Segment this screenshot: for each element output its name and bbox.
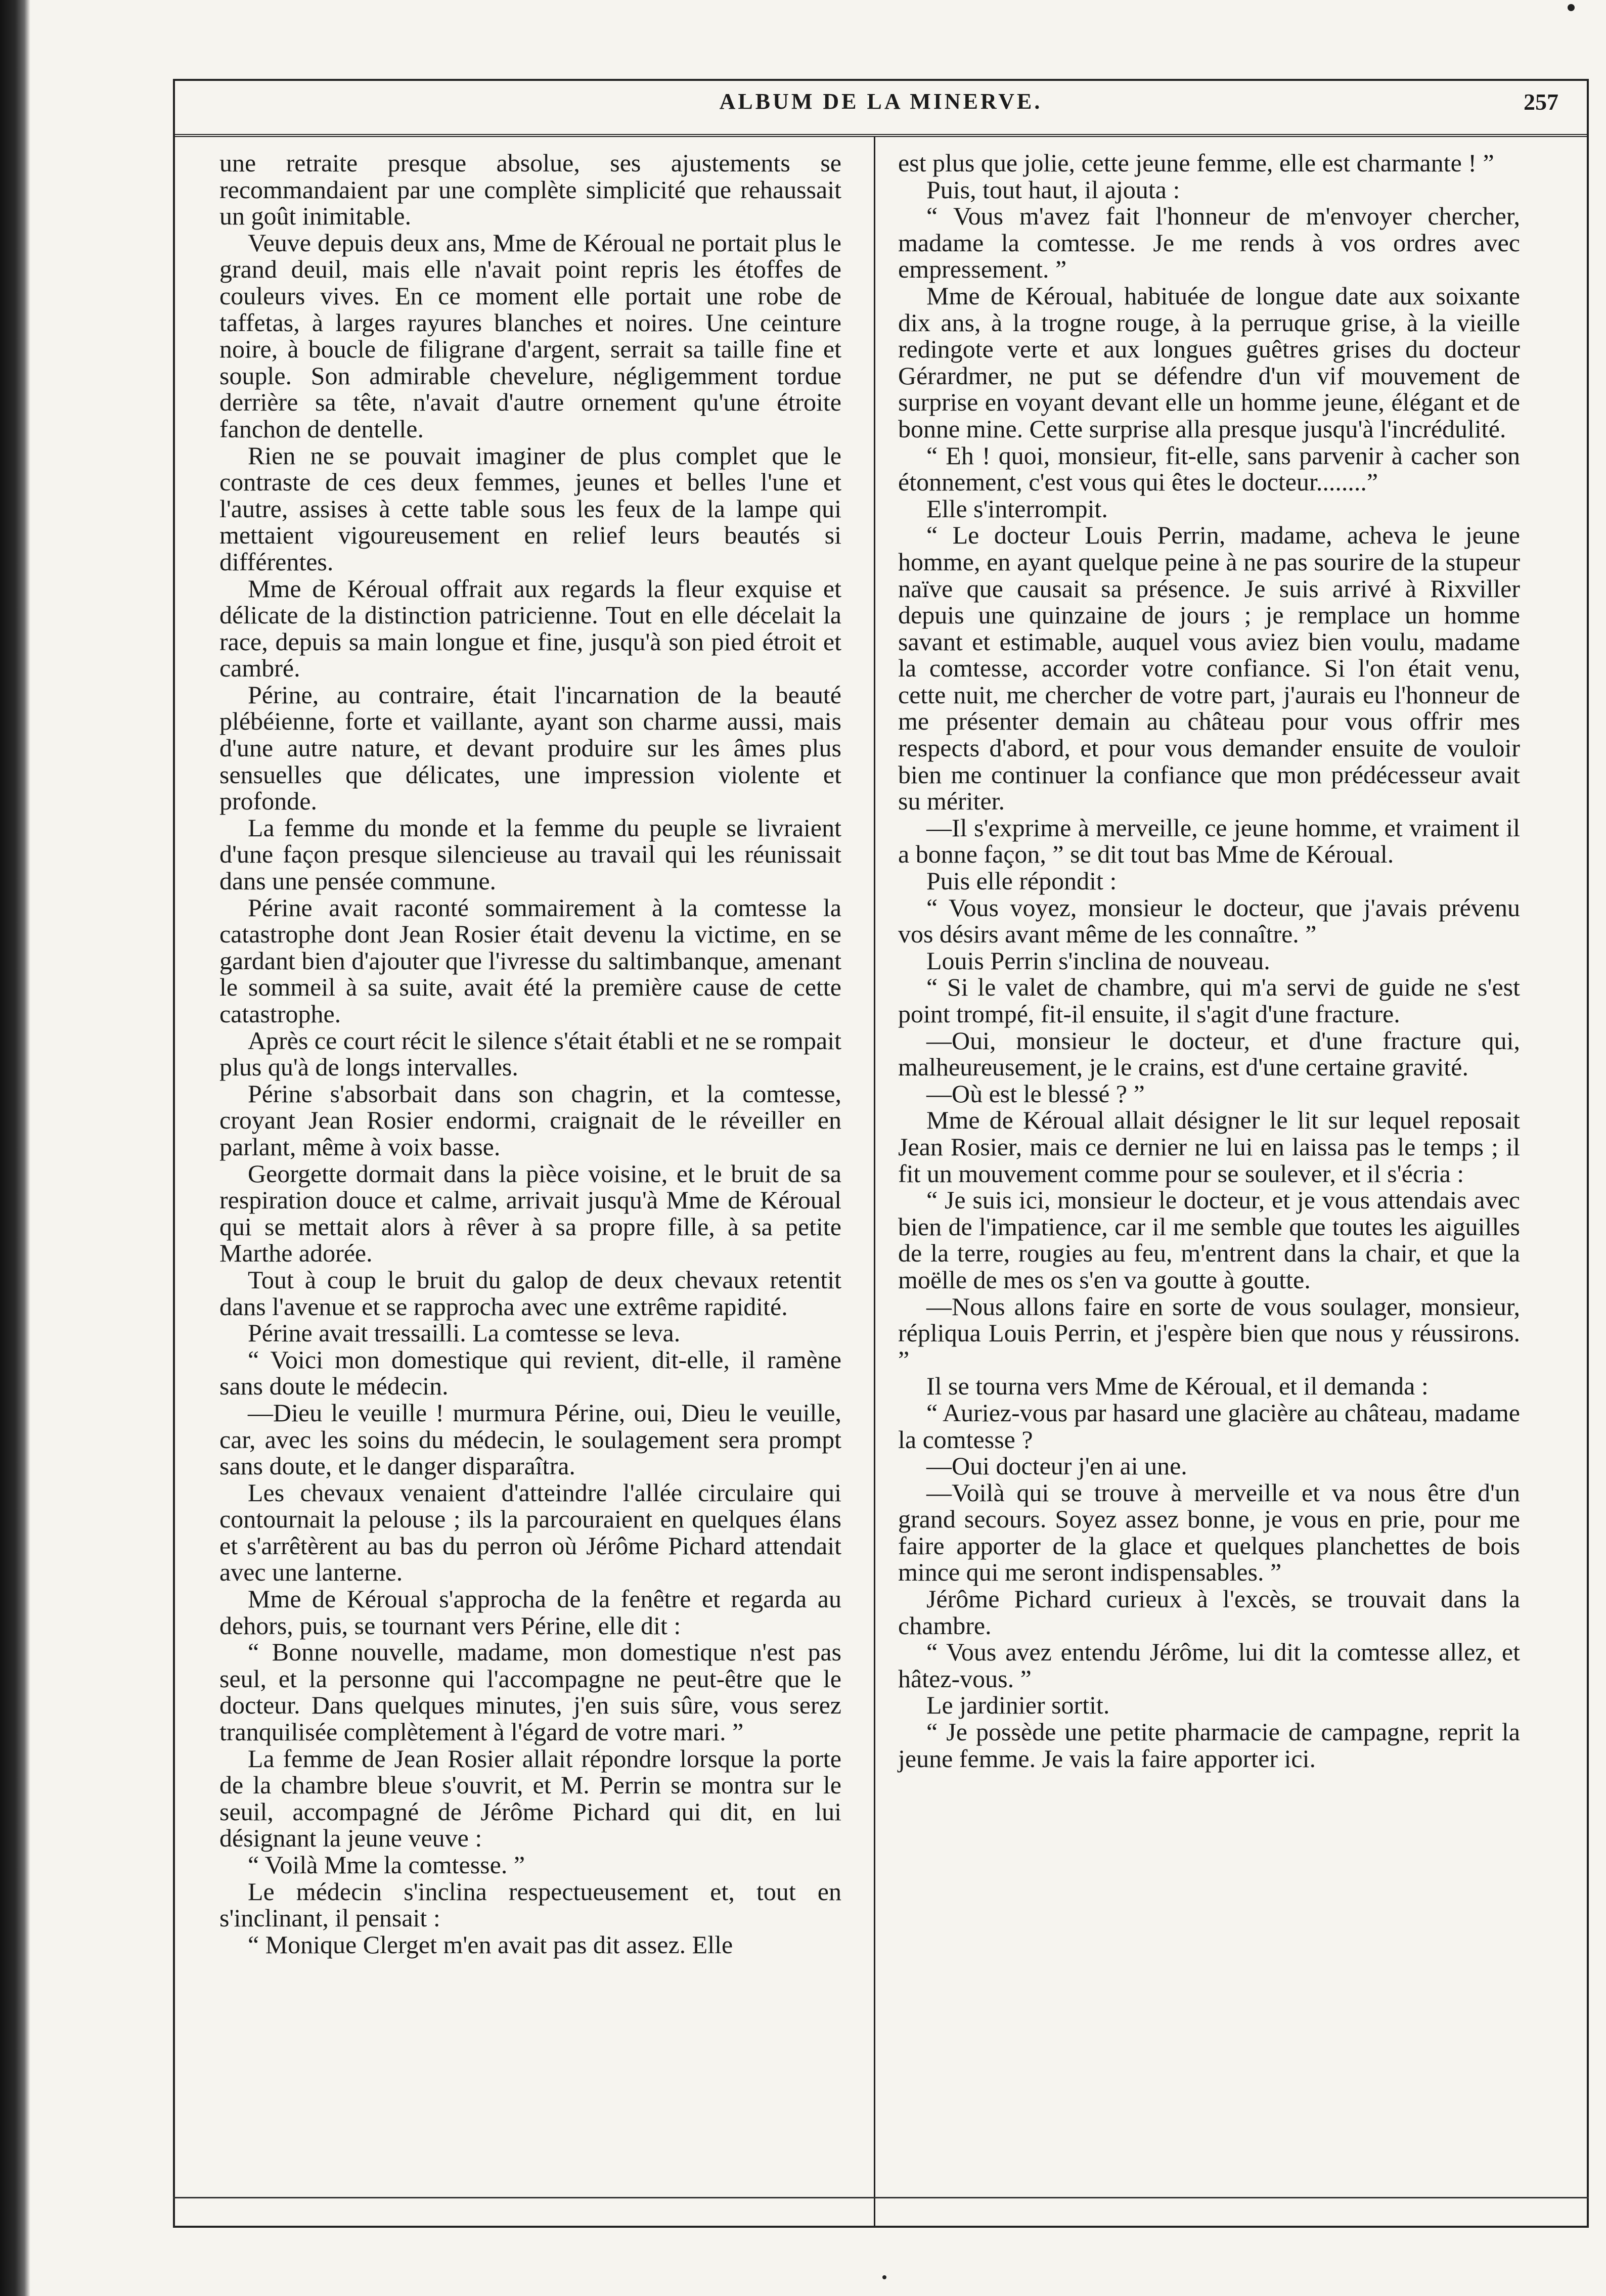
header-rule [173,134,1589,137]
paragraph: La femme du monde et la femme du peuple se livraient d'une façon presque silencieuse au travail qui les réunissait dans une pensée commune. [219,813,841,895]
paragraph: Le jardinier sortit. [926,1691,1110,1720]
paragraph: une retraite presque absolue, ses ajustements se recommandaient par une complète simplicité que rehaussait un goût inimitable. [219,149,841,231]
paragraph: La femme de Jean Rosier allait répondre lorsque la porte de la chambre bleue s'ouvrit, et M. Perrin se montra sur le seuil, accompagné de Jérôme Pichard qui dit, en lui désignant la jeune veuve : [219,1744,841,1853]
running-title: ALBUM DE LA MINERVE. [719,89,1043,114]
paragraph: Mme de Kéroual, habituée de longue date aux soixante dix ans, à la trogne rouge, à la perruque grise, à la vieille redingote verte et aux longues guêtres grises du docteur Gérardmer, ne put se défendre d'un vif mouvement de surprise en voyant devant elle un homme jeune, élégant et de bonne mine. Cette surprise alla presque jusqu'à l'incrédulité. [898,281,1520,443]
right-column [898,150,1520,1772]
paragraph: Georgette dormait dans la pièce voisine, et le bruit de sa respiration douce et calme, arrivait jusqu'à Mme de Kéroual qui se mettait alors à rêver à sa propre fille, à sa petite Marthe adorée. [219,1159,841,1268]
paragraph: “ Je suis ici, monsieur le docteur, et je vous attendais avec bien de l'impatience, car il me semble que toutes les aiguilles de la terre, rougies au feu, m'entrent dans la chair, et que la moëlle de mes os s'en va goutte à goutte. [898,1186,1520,1294]
paragraph: Tout à coup le bruit du galop de deux chevaux retentit dans l'avenue et se rapprocha avec une extrême rapidité. [219,1265,841,1321]
ink-speck [882,2275,886,2279]
paragraph: Veuve depuis deux ans, Mme de Kéroual ne portait plus le grand deuil, mais elle n'avait point repris les étoffes de couleurs vives. En ce moment elle portait une robe de taffetas, à larges rayures blanches et noires. Une ceinture noire, à boucle de filigrane d'argent, serrait sa taille fine et souple. Son admirable chevelure, négligemment tordue derrière sa tête, n'avait d'autre ornement qu'une étroite fanchon de dentelle. [219,228,841,443]
page-binding-edge [0,0,30,2296]
paragraph: —Voilà qui se trouve à merveille et va nous être d'un grand secours. Soyez assez bonne, je vous en prie, pour me faire apporter de la glace et quelques planchettes de bois mince qui me seront indispensables. ” [898,1478,1520,1587]
paragraph: “ Vous avez entendu Jérôme, lui dit la comtesse allez, et hâtez-vous. ” [898,1638,1520,1693]
paragraph: Mme de Kéroual offrait aux regards la fleur exquise et délicate de la distinction patricienne. Tout en elle décelait la race, depuis sa main longue et fine, jusqu'à son pied étroit et cambré. [219,574,841,683]
paragraph: Périne s'absorbait dans son chagrin, et la comtesse, croyant Jean Rosier endormi, craignait de le réveiller en parlant, même à voix basse. [219,1079,841,1161]
paragraph: “ Voilà Mme la comtesse. ” [248,1851,525,1879]
paragraph: Louis Perrin s'inclina de nouveau. [926,946,1270,975]
paragraph: “ Eh ! quoi, monsieur, fit-elle, sans parvenir à cacher son étonnement, c'est vous qui êtes le docteur........” [898,441,1520,497]
paragraph: “ Si le valet de chambre, qui m'a servi de guide ne s'est point trompé, fit-il ensuite, il s'agit d'une fracture. [898,973,1520,1028]
paragraph: Puis elle répondit : [926,867,1117,895]
paragraph: —Il s'exprime à merveille, ce jeune homme, et vraiment il a bonne façon, ” se dit tout bas Mme de Kéroual. [898,813,1520,869]
paragraph: Périne, au contraire, était l'incarnation de la beauté plébéienne, forte et vaillante, ayant son charme aussi, mais d'une autre nature, et devant produire sur les âmes plus sensuelles que délicates, une impression violente et profonde. [219,680,841,816]
paragraph: —Nous allons faire en sorte de vous soulager, monsieur, répliqua Louis Perrin, et j'espère bien que nous y réussirons. ” [898,1292,1520,1374]
left-column [219,150,841,1958]
paragraph: Périne avait tressailli. La comtesse se leva. [248,1319,681,1347]
paragraph: “ Vous m'avez fait l'honneur de m'envoyer chercher, madame la comtesse. Je me rends à vos ordres avec empressement. ” [898,202,1520,284]
paragraph: est plus que jolie, cette jeune femme, elle est charmante ! ” [898,149,1494,177]
ink-speck [1568,4,1575,11]
paragraph: “ Je possède une petite pharmacie de campagne, reprit la jeune femme. Je vais la faire apporter ici. [898,1718,1520,1773]
paragraph: “ Voici mon domestique qui revient, dit-elle, il ramène sans doute le médecin. [219,1345,841,1401]
paragraph: —Dieu le veuille ! murmura Périne, oui, Dieu le veuille, car, avec les soins du médecin, le soulagement sera prompt sans doute, et le danger disparaîtra. [219,1398,841,1480]
paragraph: —Oui docteur j'en ai une. [926,1452,1187,1480]
paragraph: Jérôme Pichard curieux à l'excès, se trouvait dans la chambre. [898,1585,1520,1640]
paragraph: Les chevaux venaient d'atteindre l'allée circulaire qui contournait la pelouse ; ils la parcouraient en quelques élans et s'arrêtèrent au bas du perron où Jérôme Pichard attendait avec une lanterne. [219,1478,841,1587]
paragraph: Mme de Kéroual allait désigner le lit sur lequel reposait Jean Rosier, mais ce dernier ne lui en laissa pas le temps ; il fit un mouvement comme pour se soulever, et il s'écria : [898,1106,1520,1188]
paragraph: Rien ne se pouvait imaginer de plus complet que le contraste de ces deux femmes, jeunes et belles l'une et l'autre, assises à cette table sous les feux de la lampe qui mettaient vigoureusement en relief leurs beautés si différentes. [219,441,841,576]
paragraph: “ Bonne nouvelle, madame, mon domestique n'est pas seul, et la personne qui l'accompagne ne peut-être que le docteur. Dans quelques minutes, j'en suis sûre, vous serez tranquilisée complètement à l'égard de votre mari. ” [219,1638,841,1746]
paragraph: “ Auriez-vous par hasard une glacière au château, madame la comtesse ? [898,1398,1520,1454]
paragraph: —Oui, monsieur le docteur, et d'une fracture qui, malheureusement, je le crains, est d'une certaine gravité. [898,1026,1520,1082]
paragraph: “ Le docteur Louis Perrin, madame, acheva le jeune homme, en ayant quelque peine à ne pas sourire de la stupeur naïve que causait sa présence. Je suis arrivé à Rixviller depuis une quinzaine de jours ; je remplace un homme savant et estimable, auquel vous aviez bien voulu, madame la comtesse, accorder votre confiance. Si l'on était venu, cette nuit, me chercher de votre part, j'aurais eu l'honneur de me présenter demain au château pour vous offrir mes respects d'abord, et pour vous demander ensuite de vouloir bien me continuer la confiance que mon prédécesseur avait su mériter. [898,521,1520,816]
paragraph: “ Vous voyez, monsieur le docteur, que j'avais prévenu vos désirs avant même de les connaître. ” [898,893,1520,949]
paragraph: Mme de Kéroual s'approcha de la fenêtre et regarda au dehors, puis, se tournant vers Périne, elle dit : [219,1585,841,1640]
page-header [173,88,1589,134]
paragraph: —Où est le blessé ? ” [926,1079,1145,1108]
page-number: 257 [1524,89,1558,115]
paragraph: “ Monique Clerget m'en avait pas dit assez. Elle [248,1930,733,1959]
column-divider [874,137,875,2228]
paragraph: Le médecin s'inclina respectueusement et, tout en s'inclinant, il pensait : [219,1877,841,1932]
paragraph: Puis, tout haut, il ajouta : [926,175,1180,204]
paragraph: Elle s'interrompit. [926,494,1108,523]
paragraph: Après ce court récit le silence s'était établi et ne se rompait plus qu'à de longs intervalles. [219,1026,841,1082]
paragraph: Il se tourna vers Mme de Kéroual, et il demanda : [926,1372,1429,1401]
paragraph: Périne avait raconté sommairement à la comtesse la catastrophe dont Jean Rosier était devenu la victime, en se gardant bien d'ajouter que l'ivresse du saltimbanque, amenant le sommeil à sa suite, avait été la première cause de cette catastrophe. [219,893,841,1028]
bottom-rule [173,2197,1589,2198]
